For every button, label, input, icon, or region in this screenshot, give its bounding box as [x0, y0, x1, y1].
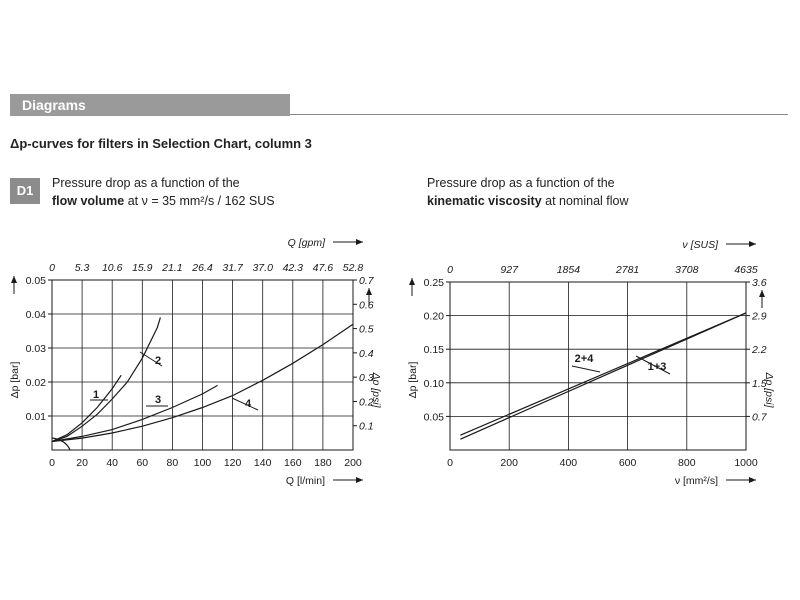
chart1-x2-tick-label: 52.8 [342, 262, 364, 274]
chart2-y-tick-label: 0.15 [423, 344, 444, 357]
chart1-y2-tick-label: 0.5 [359, 323, 374, 336]
chart1-series-line-2 [52, 317, 160, 441]
chart1-y2-tick-label: 0.6 [359, 299, 374, 312]
chart2-x-axis-label: ν [mm²/s] [674, 475, 718, 487]
chart2-x2-tick-label: 1854 [556, 264, 581, 276]
chart2-x-tick-label: 1000 [734, 457, 758, 469]
chart2-y2-tick-label: 2.2 [752, 344, 767, 357]
chart2-curve-label-1-3: 1+3 [647, 361, 667, 373]
chart1-y-tick-label: 0.04 [25, 309, 46, 321]
chart1-y-axis-label: Δp [bar] [9, 361, 21, 399]
chart1-x2-axis-label: Q [gpm] [287, 237, 325, 249]
chart1-desc-rest: at ν = 35 mm²/s / 162 SUS [124, 194, 275, 208]
chart2-curve-label-leader [572, 366, 600, 372]
chart1-series-line-3 [52, 385, 218, 441]
chart1-series-line-1 [52, 375, 121, 441]
chart1-y2-tick-label: 0.1 [359, 420, 374, 433]
chart2-y2-tick-label: 0.7 [752, 411, 767, 424]
chart2-x2-tick-label: 4635 [734, 264, 758, 276]
chart2-x-tick-label: 800 [678, 457, 696, 469]
chart1-y2-tick-label: 0.2 [359, 396, 374, 409]
chart2-y-tick-label: 0.20 [423, 310, 444, 323]
chart1-x-tick-label: 200 [344, 457, 362, 469]
chart1-x-tick-label: 160 [284, 457, 302, 469]
chart1-curve-label-2: 2 [154, 355, 162, 367]
chart2-x2-tick-label: 2781 [615, 264, 640, 276]
chart1-y2-tick-label: 0.4 [359, 347, 374, 360]
chart2-x2-axis-label: ν [SUS] [682, 239, 718, 251]
chart1-y-tick-label: 0.03 [25, 343, 46, 355]
diagram-badge: D1 [10, 178, 40, 204]
chart2-desc-line1: Pressure drop as a function of the [427, 176, 615, 190]
chart1-curve-label-1: 1 [92, 389, 100, 401]
chart2-x2-arrow-head [749, 241, 756, 247]
chart1-y2-tick-label: 0.3 [359, 372, 374, 385]
chart1-desc-bold: flow volume [52, 194, 125, 208]
chart2-y2-tick-label: 1.5 [752, 377, 767, 390]
chart1-x-tick-label: 0 [49, 457, 55, 469]
chart1-x2-tick-label: 26.4 [192, 262, 213, 274]
chart1-x-tick-label: 120 [223, 457, 242, 469]
chart1-x2-tick-label: 47.6 [312, 262, 334, 274]
chart2-x-tick-label: 200 [500, 457, 518, 469]
chart1-x-tick-label: 140 [253, 457, 272, 469]
chart1-y-tick-label: 0.01 [25, 411, 46, 423]
chart2-curve-label-2-4: 2+4 [574, 353, 594, 365]
chart2-y-axis-label: Δp [bar] [407, 361, 419, 399]
chart1-x2-tick-label: 21.1 [162, 262, 183, 274]
chart1-x-axis-label: Q [l/min] [285, 475, 325, 487]
chart1-x2-tick-label: 0 [49, 262, 55, 274]
chart2-x-tick-label: 400 [559, 457, 578, 469]
chart1-x-tick-label: 180 [314, 457, 332, 469]
chart1-x2-tick-label: 37.0 [252, 262, 273, 274]
chart2-y2-axis-label: Δp [psi] [763, 372, 775, 408]
chart1-x-tick-label: 20 [76, 457, 88, 469]
chart1-x2-tick-label: 31.7 [222, 262, 243, 274]
chart2-y2-arrow-head [759, 290, 765, 297]
chart1-y-arrow-head [11, 276, 17, 283]
chart2-x2-tick-label: 0 [447, 264, 453, 276]
chart1-x-tick-label: 60 [136, 457, 149, 469]
chart1-x2-tick-label: 5.3 [74, 262, 90, 274]
chart1-x2-arrow-head [356, 239, 363, 245]
chart2-y-tick-label: 0.25 [423, 277, 444, 289]
page-subtitle: Δp-curves for filters in Selection Chart, column 3 [10, 136, 312, 151]
chart2-x2-tick-label: 3708 [675, 264, 699, 276]
chart1-y2-axis-label: Δp [psi] [370, 372, 382, 408]
chart1-x2-tick-label: 10.6 [101, 262, 123, 274]
chart1-x-tick-label: 100 [193, 457, 212, 469]
section-title: Diagrams [22, 97, 86, 113]
chart1-x2-tick-label: 42.3 [282, 262, 304, 274]
chart1-y2-arrow-head [366, 288, 372, 295]
chart2-y-arrow-head [409, 278, 415, 285]
chart2-y-tick-label: 0.05 [423, 411, 444, 424]
chart1-y-tick-label: 0.05 [25, 275, 46, 287]
chart1-y-tick-label: 0.02 [25, 377, 46, 389]
chart1-x-tick-label: 80 [166, 457, 179, 469]
chart2-x-tick-label: 600 [618, 457, 637, 469]
chart1-x-tick-label: 40 [106, 457, 119, 469]
chart2-x-arrow-head [749, 477, 756, 483]
chart1-desc-line1: Pressure drop as a function of the [52, 176, 240, 190]
chart2-y2-tick-label: 2.9 [752, 310, 767, 323]
chart2-x2-tick-label: 927 [500, 264, 518, 276]
chart2-desc-bold: kinematic viscosity [427, 194, 542, 208]
chart2-series-line-1-3 [460, 313, 746, 439]
chart2-y2-tick-label: 3.6 [752, 277, 767, 289]
chart1-x2-tick-label: 15.9 [132, 262, 153, 274]
chart2-x-tick-label: 0 [447, 457, 453, 469]
chart1-curve-label-3: 3 [154, 394, 162, 406]
chart1-y2-tick-label: 0.7 [359, 275, 374, 287]
chart2-desc-rest: at nominal flow [541, 194, 629, 208]
chart1-x-arrow-head [356, 477, 363, 483]
chart1-curve-label-4: 4 [244, 398, 252, 410]
chart2-y-tick-label: 0.10 [423, 377, 444, 390]
